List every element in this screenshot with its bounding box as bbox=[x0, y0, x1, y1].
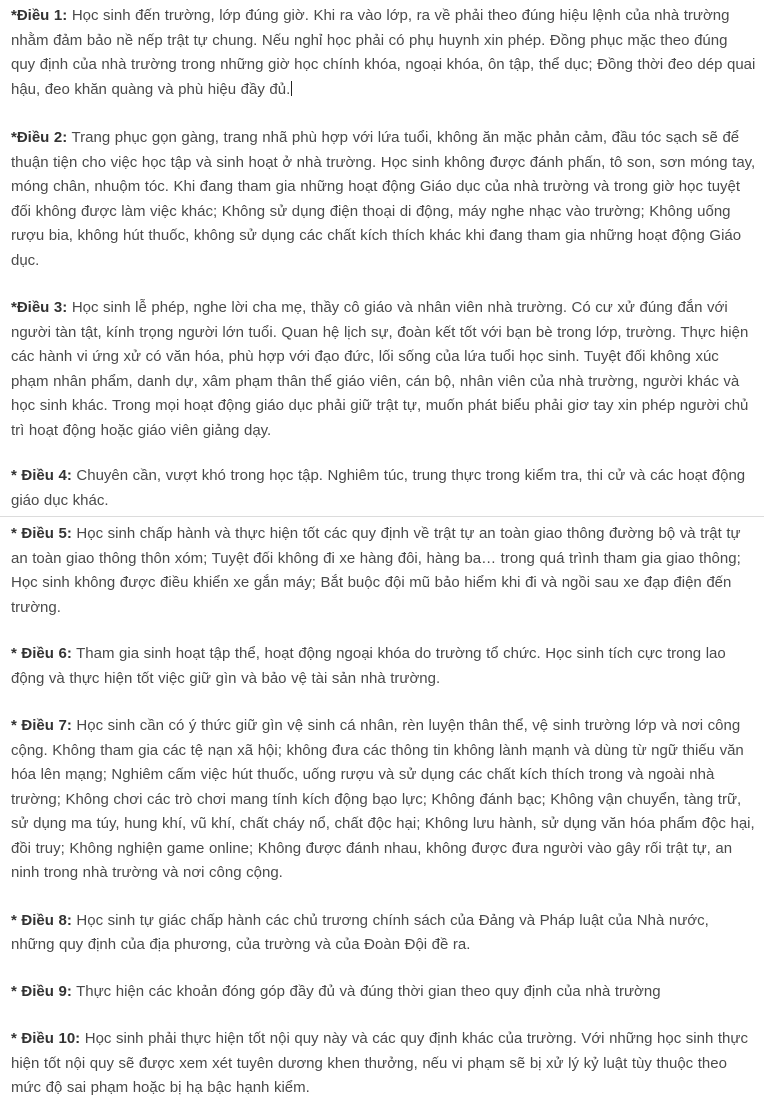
article-9-text: Thực hiện các khoản đóng góp đầy đủ và đúng thời gian theo quy định của nhà trường bbox=[71, 982, 661, 1000]
article-10-text: Học sinh phải thực hiện tốt nội quy này và các quy định khác của trường. Với những học sinh thực hiện tốt nội quy sẽ được xem xét tuyên dương khen thưởng, nếu vi phạm sẽ bị xử lý kỷ luật tùy thuộc theo mức độ sai phạm hoặc bị hạ bậc hạnh kiểm. bbox=[11, 1030, 748, 1096]
article-5 bbox=[11, 522, 756, 620]
article-3-text: Học sinh lễ phép, nghe lời cha mẹ, thầy cô giáo và nhân viên nhà trường. Có cư xử đúng đắn với người tàn tật, kính trọng người lớn tuổi. Quan hệ lịch sự, đoàn kết tốt với bạn bè trong lớp, trường. Thực hiện các hành vi ứng xử có văn hóa, phù hợp với đạo đức, lối sống của lứa tuổi học sinh. Tuyệt đối không xúc phạm nhân phẩm, danh dự, xâm phạm thân thể giáo viên, cán bộ, nhân viên của nhà trường, người khác và học sinh khác. Trong mọi hoạt động giáo dục phải giữ trật tự, muốn phát biểu phải giơ tay xin phép người chủ trì hoạt động hoặc giáo viên giảng dạy. bbox=[11, 299, 749, 439]
article-9 bbox=[11, 980, 756, 1005]
article-8-text: Học sinh tự giác chấp hành các chủ trương chính sách của Đảng và Pháp luật của Nhà nước, những quy định của địa phương, của trường và của Đoàn Đội đề ra. bbox=[11, 911, 709, 953]
article-4-label: * Điều 4: bbox=[11, 467, 72, 484]
article-6 bbox=[11, 642, 756, 691]
article-4 bbox=[11, 464, 756, 513]
text-cursor bbox=[291, 81, 292, 96]
article-2-text: Trang phục gọn gàng, trang nhã phù hợp với lứa tuổi, không ăn mặc phản cảm, đầu tóc sạch sẽ để thuận tiện cho việc học tập và sinh hoạt ở nhà trường. Học sinh không được đánh phấn, tô son, sơn móng tay, móng chân, nhuộm tóc. Khi đang tham gia những hoạt động Giáo dục của nhà trường và trong giờ học tuyệt đối không được làm việc khác; Không sử dụng điện thoại di động, máy nghe nhạc vào trường; Không uống rượu bia, không hút thuốc, không sử dụng các chất kích thích khác khi đang tham gia những hoạt động Giáo dục. bbox=[11, 129, 756, 269]
article-9-label: * Điều 9: bbox=[11, 982, 72, 1000]
article-6-text: Tham gia sinh hoạt tập thể, hoạt động ngoại khóa do trường tổ chức. Học sinh tích cực trong lao động và thực hiện tốt việc giữ gìn và bảo vệ tài sản nhà trường. bbox=[11, 645, 726, 687]
article-7 bbox=[11, 714, 756, 886]
article-7-label: * Điều 7: bbox=[11, 717, 72, 734]
article-3-label: *Điều 3: bbox=[11, 299, 68, 316]
article-2 bbox=[11, 126, 756, 273]
article-2-label: *Điều 2: bbox=[11, 129, 68, 146]
article-5-label: * Điều 5: bbox=[11, 525, 72, 542]
article-6-label: * Điều 6: bbox=[11, 645, 72, 662]
section-divider bbox=[11, 513, 756, 521]
article-1 bbox=[11, 4, 756, 102]
article-5-text: Học sinh chấp hành và thực hiện tốt các quy định về trật tự an toàn giao thông đường bộ và trật tự an toàn giao thông thôn xóm; Tuyệt đối không đi xe hàng đôi, hàng ba… trong quá trình tham gia giao thông; Học sinh không được điều khiển xe gắn máy; Bắt buộc đội mũ bảo hiểm khi đi và ngồi sau xe đạp điện đến trường. bbox=[11, 525, 741, 616]
article-10 bbox=[11, 1027, 756, 1101]
article-8-label: * Điều 8: bbox=[11, 911, 72, 929]
article-7-text: Học sinh cần có ý thức giữ gìn vệ sinh cá nhân, rèn luyện thân thể, vệ sinh trường lớp và nơi công cộng. Không tham gia các tệ nạn xã hội; không đưa các thông tin không lành mạnh và dùng từ ngữ thiếu văn hóa lên mạng; Nghiêm cấm việc hút thuốc, uống rượu và sử dụng các chất kích thích trong và ngoài nhà trường; Không chơi các trò chơi mang tính kích động bạo lực; Không đánh bạc; Không vận chuyển, tàng trữ, sử dụng ma túy, hung khí, vũ khí, chất cháy nổ, chất độc hại; Không lưu hành, sử dụng văn hóa phẩm độc hại, đồi truy; Không nghiện game online; Không được đánh nhau, không được đưa người vào gây rối trật tự, an ninh trong nhà trường và nơi công cộng. bbox=[11, 717, 755, 881]
article-3 bbox=[11, 296, 756, 443]
article-1-label: *Điều 1: bbox=[11, 7, 68, 24]
article-10-label: * Điều 10: bbox=[11, 1030, 81, 1047]
article-1-text: Học sinh đến trường, lớp đúng giờ. Khi ra vào lớp, ra về phải theo đúng hiệu lệnh của nhà trường nhằm đảm bảo nề nếp trật tự chung. Nếu nghỉ học phải có phụ huynh xin phép. Đồng phục mặc theo đúng quy định của nhà trường trong những giờ học chính khóa, ngoại khóa, ôn tập, thể dục; Đồng thời đeo dép quai hậu, đeo khăn quàng và phù hiệu đầy đủ. bbox=[11, 7, 756, 98]
article-4-text: Chuyên cần, vượt khó trong học tập. Nghiêm túc, trung thực trong kiểm tra, thi cử và các hoạt động giáo dục khác. bbox=[11, 467, 746, 509]
divider-line bbox=[0, 516, 764, 517]
article-8 bbox=[11, 909, 756, 958]
